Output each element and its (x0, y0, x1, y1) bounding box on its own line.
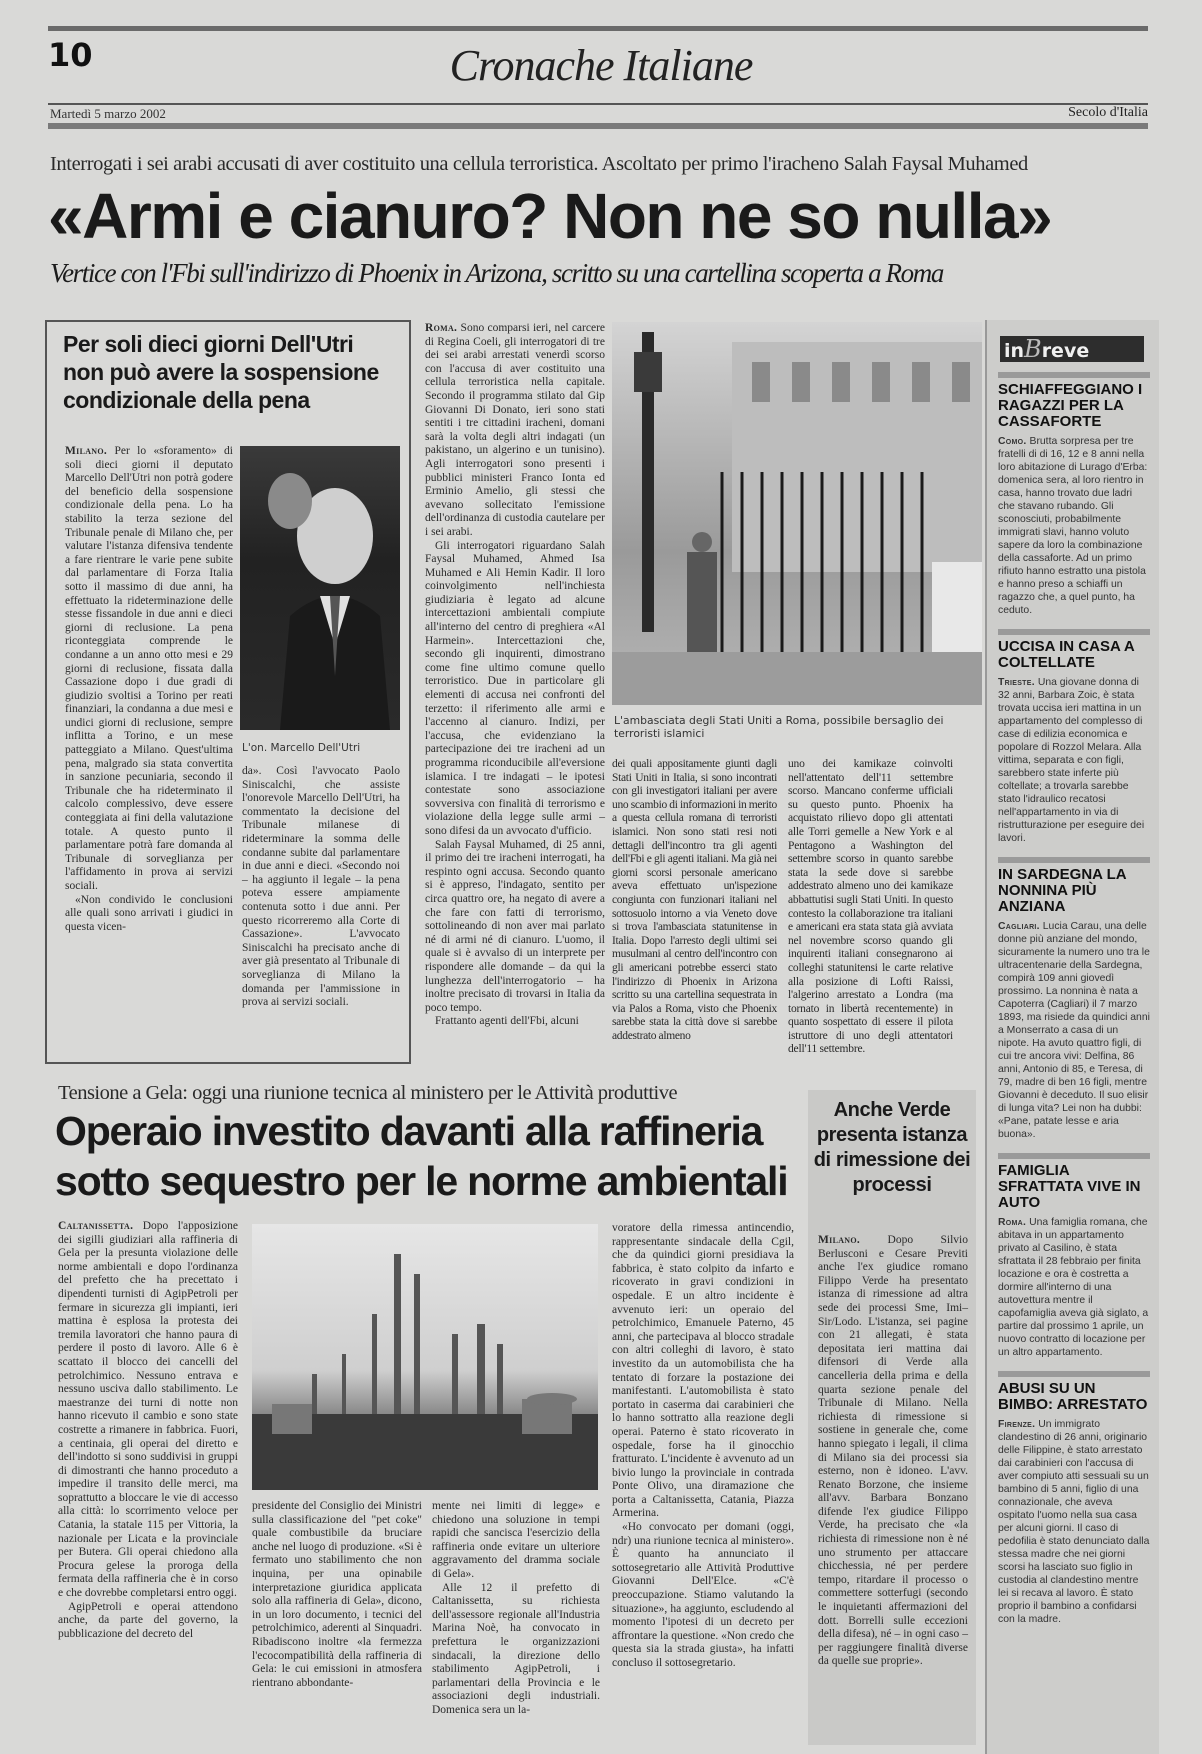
gela-col1 (58, 1220, 238, 1641)
verde-body (818, 1234, 968, 1669)
dateline: Caltanissetta. (58, 1220, 134, 1232)
brief-text: Brutta sorpresa per tre fratelli di di 16, 12 e 8 anni nella loro abitazione di Lurago d'Erba: domenica sera, al loro rientro in casa, hanno trovato due ladri che stavano rubando. Gli sconosciuti, probabilmente immigrati slavi, hanno voluto sapere da loro la combinazione della cassaforte. Ad un primo rifiuto hanno estratto una pistola e hanno preso a schiaffi un ragazzo che, a quel punto, ha ceduto. (998, 436, 1148, 616)
issue-date: Martedì 5 marzo 2002 (50, 106, 166, 121)
embassy-image (612, 322, 982, 705)
brief-text: Un immigrato clandestino di 26 anni, originario delle Filippine, è stato arrestato dai carabinieri con l'accusa di aver compiuto atti sessuali su un bambino di 5 anni, figlio di una connazionale, che aveva ospitato l'uomo nella sua casa per alcuni giorni. Il caso di pedofilia è stato denunciato dalla stessa madre che nei giorni scorsi ha lasciato suo figlio in custodia al clandestino mentre lei si recava al lavoro. È stato proprio il bambino a confidarsi con la madre. (998, 1419, 1150, 1625)
dateline: Trieste. (998, 677, 1035, 688)
dateline: Milano. (65, 445, 108, 457)
brief-item (998, 629, 1150, 845)
title-initial: B (1024, 335, 1042, 363)
gela-col4 (612, 1222, 794, 1671)
newspaper-name: Secolo d'Italia (1068, 105, 1148, 120)
paragraph: Frattanto agenti dell'Fbi, alcuni (435, 1015, 579, 1028)
refinery-photo (252, 1224, 598, 1490)
paragraph: AgipPetroli e operai attendono anche, da parte del governo, la pubblicazione del decreto del (58, 1600, 238, 1640)
lead-col2 (612, 758, 777, 1043)
dateline: Como. (998, 436, 1027, 447)
lead-subheadline: Vertice con l'Fbi sull'indirizzo di Phoenix in Arizona, scritto su una cartellina scoperta a Roma (50, 258, 943, 288)
gela-col2 (252, 1500, 422, 1690)
dellutri-col2 (242, 765, 400, 1010)
embassy-photo (612, 322, 982, 705)
dateline: Roma. (425, 322, 458, 334)
dateline: Roma. (998, 1217, 1027, 1228)
lead-kicker: Interrogati i sei arabi accusati di aver costituito una cellula terroristica. Ascoltato per primo l'iracheno Salah Faysal Muhamed (50, 153, 1028, 175)
dellutri-headline: Per soli dieci giorni Dell'Utri non può avere la sospensione condizionale della pena (63, 331, 379, 413)
brief-text: Una famiglia romana, che abitava in un appartamento privato al Casilino, è stata sfrattata il 28 febbraio per finita locazione e ora è costretta a dormire all'interno di una autovettura mentre il capofamiglia aveva già siglato, a partire dal prossimo 1 aprile, un nuovo contratto di locazione per un altro appartamento. (998, 1217, 1149, 1358)
gela-kicker: Tensione a Gela: oggi una riunione tecnica al ministero per le Attività produttive (58, 1082, 678, 1104)
dateline: Firenze. (998, 1419, 1036, 1430)
page-number: 10 (48, 36, 93, 74)
verde-headline: Anche Verde presenta istanza di rimessione dei processi (813, 1099, 971, 1196)
brief-headline: ABUSI SU UN BIMBO: ARRESTATO (998, 1371, 1150, 1413)
paragraph: «Ho convocato per domani (oggi, ndr) una riunione tecnica al ministero». È quanto ha annunciato il sottosegretario alle Attività Produttive Giovanni Dell'Elce. «C'è preoccupazione. Stiamo valutando la situazione», ha aggiunto, escludendo al momento l'ipotesi di un decreto per affrontare la questione. «Non credo che questa sia la strada giusta», ha infatti concluso il sottosegretario. (612, 1521, 794, 1669)
brief-text: Lucia Carau, una delle donne più anziane del mondo, sicuramente la numero uno tra le ultracentenarie della Sardegna, compirà 109 anni giovedì prossimo. La nonnina è nata a Capoterra (Cagliari) il 7 marzo 1893, ma risiede da quindici anni a Monserrato a casa di un nipote. Ha avuto quattro figli, di cui tre ancora vivi: Delfina, 86 anni, Antonio di 85, e Teresa, di 79, madre di ben 16 figli, mentre Giovanni è deceduto. Il suo elisir di lunga vita? Lei non ha dubbi: «Pane, patate lesse e aria buona». (998, 921, 1150, 1140)
dellutri-col1 (65, 445, 233, 934)
paragraph: Salah Faysal Muhamed, di 25 anni, il primo dei tre iracheni interrogati, ha respinto ogni accusa. Secondo quanto si è appreso, l'indagato, sentito per circa quattro ore, ha negato di avere a che fare con fatti di terrorismo, sottolineando di non aver mai parlato né di armi né di cianuro. L'uomo, il quale si è avvalso di un interprete per rispondere alle domande – da qui la lunghezza dell'interrogatorio – ha inoltre precisato di trovarsi in Italia da poco tempo. (425, 838, 605, 1014)
brief-text: Una giovane donna di 32 anni, Barbara Zoic, è stata trovata uccisa ieri mattina in un appartamento del complesso di case di edilizia economica e popolare di Rozzol Melara. Alla vittima, separata e con figli, sarebbero state inferte più coltellate; a trovarla sarebbe stato l'idraulico recatosi nell'appartamento in via di ristrutturazione per eseguire dei lavori. (998, 677, 1145, 844)
brief-headline: FAMIGLIA SFRATTATA VIVE IN AUTO (998, 1153, 1150, 1211)
gela-col3 (432, 1500, 600, 1718)
brief-headline: IN SARDEGNA LA NONNINA PIÙ ANZIANA (998, 857, 1150, 915)
headline-line: sotto sequestro per le norme ambientali (55, 1158, 788, 1204)
paragraph: da». Così l'avvocato Paolo Siniscalchi, che assiste l'onorevole Marcello Dell'Utri, ha commentato la decisione del Tribunale milanese di rideterminare la somma delle condanne subite dal parlamentare in due anni e dieci. «Secondo noi – ha aggiunto il legale – la pena poteva essere ampiamente contenuta sotto i due anni. Per questo ricorreremo alla Corte di Cassazione». L'avvocato Siniscalchi ha precisato anche di aver già presentato al Tribunale di sorveglianza di Milano la domanda per l'ammissione in prova ai servizi sociali. (242, 765, 400, 1009)
refinery-image (252, 1224, 598, 1490)
paragraph: mente nei limiti di legge» e chiedono una soluzione in tempi rapidi che sancisca l'esercizio della raffineria onde evitare un ulteriore aggravamento del dramma sociale di Gela». (432, 1500, 600, 1580)
paragraph: Dopo l'apposizione dei sigilli giudiziari alla raffineria di Gela per la presunta violazione delle norme ambientali e dopo l'ordinanza del prefetto che ha precettato i dipendenti turnisti di AgipPetroli per fermare in sicurezza gli impianti, ieri mattina è esplosa la protesta dei tremila lavoratori che hanno paura di perdere il posto di lavoro. Alle 6 è scattato il blocco dei cancelli del petrolchimico. Nessuno entrava e nessuno usciva dallo stabilimento. Le maestranze dei turni di notte non hanno ricevuto il cambio e sono state costrette a rimanere in fabbrica. Fuori, a centinaia, gli operai del diretto e dell'indotto si sono suddivisi in gruppi di dimostranti che hanno proceduto a impedire il transito delle merci, ma soprattutto a bloccare le vie di accesso alla città: lo scorrimento veloce per Catania, la statale 115 per Vittoria, la nazionale per Licata e la provinciale per Butera. Gli operai chiedono alla Procura gelese la proroga della fermata della raffineria che è in corso e che dovrebbe completarsi entro oggi. (58, 1220, 238, 1600)
brief-list (998, 372, 1150, 1638)
top-rule (48, 26, 1148, 31)
paragraph: voratore della rimessa antincendio, rappresentante sindacale della Cgil, che da quindici giorni presidiava la fabbrica, è stato colpito da infarto e ricoverato in gravi condizioni in ospedale. E un altro incidente è avvenuto ieri: un operaio del petrolchimico, Emanuele Paterno, 45 anni, che partecipava al blocco stradale con altri colleghi di lavoro, è stato investito da un automobilista che ha tentato di forzare la postazione dei manifestanti. L'automobilista è stato portato in caserma dai carabinieri che lo hanno sottratto alla reazione degli operai. Paterno è stato ricoverato in ospedale, forse ha il ginocchio fratturato. L'incidente è avvenuto ad un bivio lungo la provinciale in contrada Ponte Olivo, una diramazione che porta a Caltanissetta, Catania, Piazza Armerina. (612, 1222, 794, 1520)
portrait-image (240, 446, 400, 730)
paragraph: Alle 12 il prefetto di Caltanissetta, su richiesta dell'assessore regionale all'Industria Marina Noè, ha convocato in prefettura le organizzazioni sindacali, la direzione dello stabilimento AgipPetroli, i parlamentari della Provincia e le associazioni degli industriali. Domenica sera un la- (432, 1581, 600, 1716)
brief-item (998, 857, 1150, 1141)
lead-col1 (425, 322, 605, 1029)
brief-headline: UCCISA IN CASA A COLTELLATE (998, 629, 1150, 671)
dateline: Cagliari. (998, 921, 1040, 932)
paragraph: «Non condivido le conclusioni alle quali sono arrivati i giudici in questa vicen- (65, 893, 233, 933)
brief-item (998, 1371, 1150, 1626)
title-rest: reve (1041, 340, 1090, 362)
paragraph: presidente del Consiglio dei Ministri sulla classificazione del "pet coke" quale combustibile da bruciare anche nel luogo di produzione. «Si è fermato uno stabilimento che non inquina, per una opinabile interpretazione giuridica applicata solo alla raffineria di Gela», dicono, in un loro documento, i tecnici del petrolchimico, aderenti al Sinquadri. Ribadiscono inoltre «la fermezza l'ecocompatibilità della raffineria di Gela: le cui emissioni in atmosfera rientrano abbondante- (252, 1500, 422, 1689)
lead-col3 (788, 758, 953, 1057)
brief-headline: SCHIAFFEGGIANO I RAGAZZI PER LA CASSAFORTE (998, 372, 1150, 430)
gela-headline (55, 1106, 800, 1206)
headline-line: Operaio investito davanti alla raffineria (55, 1108, 763, 1154)
paragraph: Per lo «sforamento» di soli dieci giorni il deputato Marcello Dell'Utri non potrà godere del beneficio della sospensione condizionale della pena. Lo ha stabilito la terza sezione del Tribunale penale di Milano che, per valutare l'istanza difensiva tendente a fare rientrare le varie pene subite dal parlamentare di Forza Italia sotto il massimo di due anni, ha effettuato la rideterminazione delle stesse fissandole in due anni e dieci giorni di reclusione. La pena riconteggiata comprende le condanne a un anno otto mesi e 29 giorni di reclusione, fissata dalla Cassazione dopo i due gradi di giudizio svoltisi a Torino per reati finanziari, la condanna a due mesi e undici giorni di reclusione, sempre inflitta a Torino, e un mese patteggiato a Milano. Quest'ultima pena, malgrado sia stata convertita in sanzione pecuniaria, secondo il Tribunale che ha rideterminato il calcolo complessivo, deve essere conteggiata ai fini della valutazione totale. A questo punto il parlamentare potrà fare domanda al Tribunale di sorveglianza per l'affidamento in prova ai servizi sociali. (65, 445, 234, 892)
masthead-rule (48, 103, 1148, 105)
dellutri-photo (240, 446, 400, 730)
embassy-photo-caption: L'ambasciata degli Stati Uniti a Roma, possibile bersaglio dei terroristi islamici (614, 714, 944, 740)
paragraph: uno dei kamikaze coinvolti nell'attentato dell'11 settembre scorso. Mancano conferme ufficiali su questo punto. Phoenix ha acquistato rilievo dopo gli attentati alle Torri gemelle a New York e al Pentagono a Washington del settembre scorso in quanto sarebbe stata la sede dove si sarebbe addestrato almeno uno dei kamikaze abbattutisi sugli Stati Uniti. In questo contesto la collaborazione tra italiani e americani era stata stata già avviata nel novembre scorso quando gli inquirenti italiani consegnarono ai colleghi statunitensi le carte relative alla posizione di Lofti Raissi, l'algerino arrestato a Londra (ma tornato in libertà recentemente) in quanto sospettato di essere il pilota istruttore di uno degli attentatori dell'11 settembre. (788, 758, 953, 1056)
dateline: Milano. (818, 1234, 861, 1246)
paragraph: dei quali appositamente giunti dagli Stati Uniti in Italia, si sono incontrati con gli investigatori italiani per avere uno scambio di informazioni in merito a questa cellula romana di terroristi islamici. Non sono stati resi noti dettagli dell'incontro tra gli agenti dell'Fbi e gli agenti italiani. Ma già nei giorni scorsi personale americano aveva effettuato un'ispezione congiunta con funzionari italiani nel sottosuolo intorno a via Veneto dove si trova l'ambasciata statunitense in Italia. Dopo l'arresto degli ultimi sei musulmani al centro dell'incontro con gli americani potrebbe esserci stato l'indirizzo di Phoenix in Arizona scritto su una cartellina sequestrata in via Palos a Roma, visto che Phoenix sarebbe stata la città dove si sarebbe addestrato almeno (612, 758, 777, 1042)
brief-item (998, 1153, 1150, 1359)
paragraph: Gli interrogatori riguardano Salah Faysal Muhamed, Ahmed Isa Muhamed e Ali Hemin Kadir. Il loro coinvolgimento nell'inchiesta giudiziaria è legato ad alcune intercettazioni ambientali compiute all'interno del centro di preghiera «Al Harmein». Intercettazioni che, secondo gli inquirenti, dimostrano come fine ultimo comune quello terroristico. Due in particolare gli elementi di accusa nei confronti del terzetto: il riferimento alle armi e l'accenno al cianuro. Indizi, per l'accusa, che evidenziano la partecipazione dei tre iracheni ad un programma riconducibile all'eversione islamica. I tre indagati – le ipotesi contestate sono associazione sovversiva con finalità di terrorismo e violazione della legge sulle armi – sono difesi da un avvocato d'ufficio. (425, 539, 605, 837)
lead-headline: «Armi e cianuro? Non ne so nulla» (48, 180, 1052, 252)
title-prefix: in (1004, 340, 1025, 362)
brief-item (998, 372, 1150, 617)
section-title: Cronache Italiane (449, 41, 753, 90)
paragraph: Dopo Silvio Berlusconi e Cesare Previti anche l'ex giudice romano Filippo Verde ha presentato istanza di rimessione ad altra sede dei processi Sme, Imi–Sir/Lodo. L'istanza, sei pagine con 21 allegati, è stata depositata ieri mattina dai difensori di Verde alla cancelleria della prima e della quarta sezione penale del Tribunale di Milano. Nella richiesta di rimessione si sostiene in generale che, come hanno spiegato i legali, il clima di Milano sia dei processi sia esterno, non è idoneo. L'avv. Renato Borzone, che insieme all'avv. Barbara Bonzano difende l'ex giudice Filippo Verde, ha precisato che «la richiesta di rimessione non è né uno strumento per attaccare chicchessia, né per perdere tempo, ritardare il processo o commettere sotterfugi (secondo le inquietanti affermazioni del dott. Borrelli sulle eccezioni della difesa), né – in ogni caso – per raggiungere finalità diverse da quelle sue proprie». (818, 1234, 968, 1668)
dellutri-photo-caption: L'on. Marcello Dell'Utri (242, 742, 361, 754)
paragraph: Sono comparsi ieri, nel carcere di Regina Coeli, gli interrogatori di tre dei sei arabi arrestati venerdì scorso con l'accusa di aver costituito una cellula terroristica nella capitale. Secondo il programma stilato dal Gip Giovanni Di Donato, ieri sono stati sentiti i tre cittadini iracheni, domani sarà la volta degli altri indagati (un pakistano, un algerino e un tunisino). Agli interrogatori sono presenti i pubblici ministeri Franco Ionta ed Erminio Amelio, gli stessi che avevano sollecitato l'emissione dell'ordinanza di custodia cautelare per i sei arabi. (425, 322, 605, 538)
in-breve-title (1000, 336, 1144, 362)
header-bottom-rule (48, 123, 1148, 129)
